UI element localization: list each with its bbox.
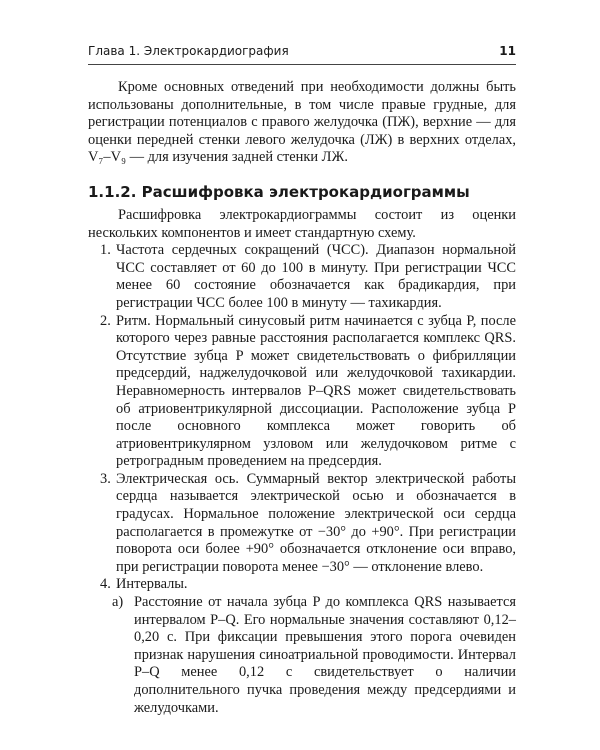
list-item-text: Электрическая ось. Суммарный вектор электрической работы сердца называется электрической осью и обозначается в градусах. Нормальное положение электрической оси сердца располагается в промежутке от −30° до +90°. При регистрации поворота оси более +90° обозначается отклонение оси вправо, при регистрации поворота менее −30° — отклонение влево. <box>116 470 516 575</box>
list-item <box>88 576 516 594</box>
sub-list-item-text: Расстояние от начала зубца P до комплекса QRS называется интервалом P–Q. Его нормальные значения составляют 0,12–0,20 с. При фиксации превышения этого порога очевиден признак нарушения синоатриальной проводимости. Интервал P–Q менее 0,12 с свидетельствует о наличии дополнительного пучка проведения между предсердиями и желудочками. <box>134 594 516 716</box>
list-item <box>88 313 516 471</box>
list-item-number: 4. <box>100 576 111 593</box>
list-item <box>88 242 516 312</box>
list-item-text: Ритм. Нормальный синусовый ритм начинается с зубца P, после которого через равные расстояния располагается комплекс QRS. Отсутствие зубца P может свидетельствовать о фибрилляции предсердий, наджелудочковой или желудочковой тахикардии. Неравномерность интервалов P–QRS может свидетельствовать об атриовентрикулярной диссоциации. Расположение зубца P после основного комплекса может говорить об атриовентрикулярном узловом или желудочковом ритме с ретроградным проведением на предсердия. <box>116 312 516 470</box>
page-number: 11 <box>499 44 516 58</box>
list-item-number: 1. <box>100 242 111 259</box>
list-item <box>88 471 516 577</box>
sub-list-item <box>106 594 516 717</box>
section-intro-paragraph: Расшифровка электрокардиограммы состоит из оценки нескольких компонентов и имеет стандартную схему. <box>88 206 516 241</box>
sub-list-item-letter: а) <box>112 594 124 611</box>
list-item-number: 3. <box>100 470 111 487</box>
list-item-text: Интервалы. <box>116 576 188 593</box>
header-divider <box>88 64 516 65</box>
list-item-number: 2. <box>100 312 111 329</box>
list-item-text: Частота сердечных сокращений (ЧСС). Диапазон нормальной ЧСС составляет от 60 до 100 в минуту. При регистрации ЧСС менее 60 состояние обозначается как брадикардия, при регистрации ЧСС более 100 в минуту — тахикардия. <box>116 242 516 311</box>
intro-paragraph: Кроме основных отведений при необходимости должны быть использованы дополнительные, в том числе правые грудные, для регистрации потенциалов с правого желудочка (ПЖ), верхние — для оценки передней стенки левого желудочка (ЛЖ) в верхних отделах, V₇–V₉ — для изучения задней стенки ЛЖ. <box>88 79 516 166</box>
section-title: 1.1.2. Расшифровка электрокардиограммы <box>88 182 470 201</box>
page-body <box>88 79 516 717</box>
chapter-title: Глава 1. Электрокардиография <box>88 44 289 58</box>
